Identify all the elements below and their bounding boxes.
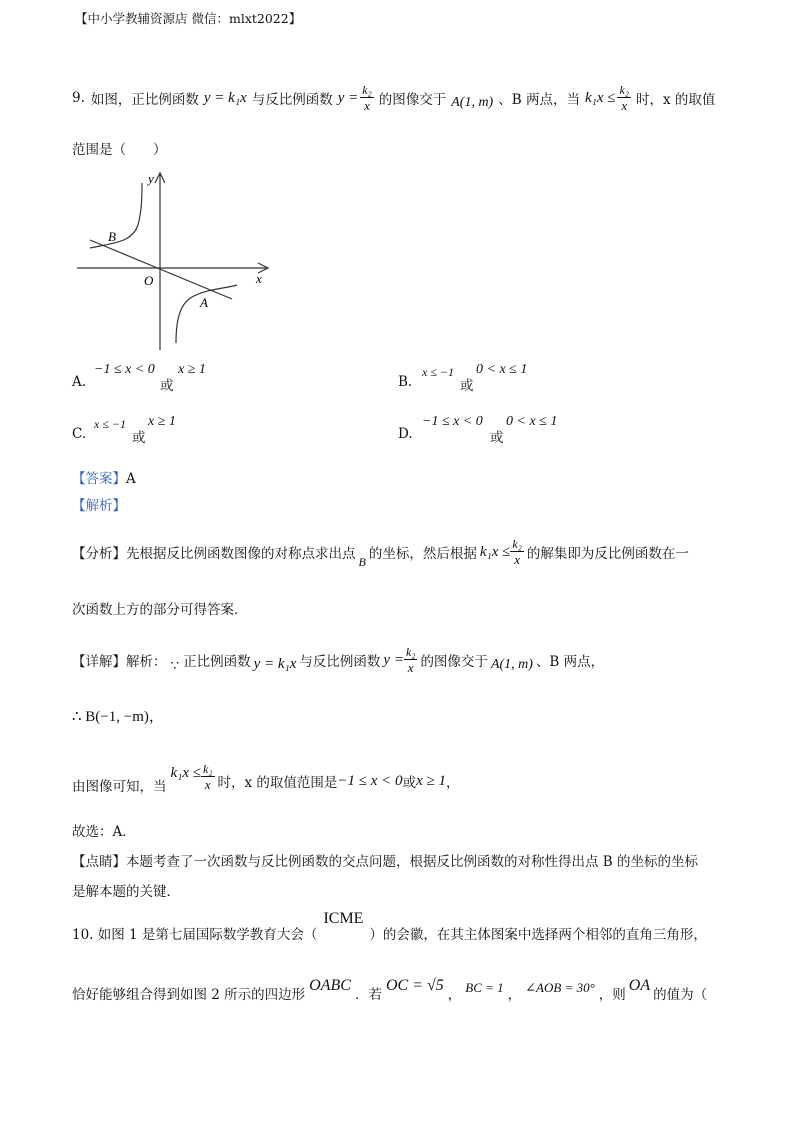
inequality-lhs: k₁x ≤	[584, 89, 616, 106]
inverse-function-lhs: y =	[337, 89, 359, 106]
conclusion-range-1: −1 ≤ x < 0	[337, 772, 403, 789]
question-9-stem	[72, 78, 715, 118]
quadrilateral-oabc: OABC	[309, 977, 351, 994]
angle-aob: ∠AOB = 30°	[525, 980, 595, 995]
option-c-math-1: x ≤ −1	[94, 417, 127, 431]
inverse-function-fraction: $\frac{\text{k₂}}{x}$	[362, 83, 372, 113]
conclusion-text: 由图像可知，当	[72, 779, 167, 795]
dianjing-tag: 【点睛】	[72, 854, 126, 870]
q10-text: 恰好能够组合得到如图 2 所示的四边形	[72, 987, 306, 1003]
fenxi-text: 的坐标，然后根据	[368, 546, 477, 562]
conclusion-or: 或	[402, 775, 417, 791]
x-axis-label: x	[256, 271, 262, 286]
therefore-line: ∴ B(−1, −m)，	[72, 709, 164, 725]
xiangjie-fraction: $\frac{\text{k₂}}{x}$	[405, 645, 416, 675]
fenxi-text: 先根据反比例函数图像的对称点求出点	[126, 546, 356, 562]
conclusion-fraction: $\frac{\text{k₂}}{x}$	[203, 762, 213, 792]
option-d[interactable]	[398, 412, 718, 446]
option-a-label: A.	[72, 374, 87, 390]
dianjing-line	[72, 850, 698, 870]
analysis-tag: 【解析】	[72, 498, 126, 514]
q10-text: 10. 如图 1 是第七届国际数学教育大会（	[72, 927, 318, 943]
option-d-math-1: −1 ≤ x < 0	[422, 414, 483, 429]
oc-value: OC = √5	[385, 977, 444, 994]
option-b-math-1: x ≤ −1	[422, 365, 455, 379]
option-c-math-2: x ≥ 1	[148, 414, 176, 429]
icme-label: ICME	[323, 910, 364, 927]
question-10-line-1	[72, 905, 707, 945]
point-a-label: A	[200, 295, 208, 310]
question-number: 9.	[72, 90, 85, 106]
function-graph	[72, 165, 282, 355]
option-b-label: B.	[398, 374, 413, 390]
option-b-math-2: 0 < x ≤ 1	[476, 362, 528, 377]
stem-text: 时，x 的取值	[635, 92, 716, 108]
oa-symbol: OA	[628, 977, 651, 994]
hyperbola-branch-left	[90, 183, 142, 248]
graph-conclusion-line	[72, 755, 459, 799]
question-10-line-2	[72, 968, 707, 1008]
point-a: A(1, m)	[451, 95, 494, 110]
xiangjie-text: 、B 两点，	[535, 654, 605, 670]
origin-label: O	[144, 273, 154, 288]
linear-function-expr: y = k₁x	[203, 89, 247, 106]
xiangjie-tag: 【详解】	[72, 654, 126, 670]
xiangjie-line	[72, 640, 604, 680]
fenxi-text: 的解集即为反比例函数在一	[526, 546, 689, 562]
answer-value: A	[126, 471, 136, 487]
stem-text: 如图，正比例函数	[90, 92, 199, 108]
option-c[interactable]	[72, 412, 372, 446]
option-c-label: C.	[72, 426, 87, 442]
conclusion-range-2: x ≥ 1	[416, 772, 446, 789]
fenxi-fraction: $\frac{\text{k₂}}{x}$	[512, 537, 522, 567]
option-b[interactable]	[398, 360, 698, 394]
stem-continuation: 范围是（ ）	[72, 142, 167, 158]
q10-text: ，	[507, 987, 522, 1003]
answer-tag: 【答案】	[72, 471, 126, 487]
choose-line: 故选：A．	[72, 824, 136, 840]
inequality-fraction: $\frac{\text{k₂}}{x}$	[619, 83, 629, 113]
xiangjie-inverse-lhs: y =	[383, 651, 404, 668]
fenxi-tag: 【分析】	[72, 546, 126, 562]
option-a-math-2: x ≥ 1	[178, 362, 206, 377]
xiangjie-text: 的图像交于	[420, 654, 488, 670]
q10-text: ，	[447, 987, 462, 1003]
q10-text: ．若	[354, 987, 382, 1003]
option-a[interactable]	[72, 360, 372, 394]
q10-text: ）的会徽，在其主体图案中选择两个相邻的直角三角形，	[369, 927, 707, 943]
option-a-math-1: −1 ≤ x < 0	[94, 362, 155, 377]
because-symbol: ∵	[170, 658, 180, 674]
option-d-or: 或	[490, 430, 504, 446]
xiangjie-linear-expr: y = k₁x	[253, 655, 297, 672]
option-b-or: 或	[460, 378, 474, 394]
xiangjie-text: 正比例函数	[183, 654, 251, 670]
dianjing-continuation: 是解本题的关键．	[72, 884, 180, 900]
stem-text: 、B 两点，当	[498, 92, 580, 108]
fenxi-inequality-lhs: k₁x ≤	[479, 543, 511, 560]
fenxi-line	[72, 532, 689, 572]
y-axis-label: y	[148, 171, 154, 186]
fenxi-point-b: B	[358, 554, 366, 569]
conclusion-inequality-lhs: k₁x ≤	[170, 764, 202, 781]
xiangjie-text: 与反比例函数	[299, 654, 381, 670]
dianjing-text: 本题考查了一次函数与反比例函数的交点问题，根据反比例函数的对称性得出点 B 的坐标的坐标	[126, 854, 699, 870]
option-c-or: 或	[132, 430, 146, 446]
point-b-label: B	[108, 229, 116, 244]
page-header: 【中小学教辅资源店 微信：mlxt2022】	[75, 11, 302, 26]
option-a-or: 或	[160, 378, 174, 394]
bc-value: BC = 1	[465, 980, 504, 995]
stem-text: 的图像交于	[378, 92, 447, 108]
option-d-label: D.	[398, 426, 413, 442]
q10-text: 的值为（	[653, 987, 708, 1003]
conclusion-text: 时，x 的取值范围是	[217, 775, 338, 791]
xiangjie-point-a: A(1, m)	[490, 657, 533, 672]
answer-line	[72, 467, 136, 487]
xiangjie-text: 解析：	[126, 654, 167, 670]
fenxi-continuation: 次函数上方的部分可得答案．	[72, 602, 248, 618]
stem-text: 与反比例函数	[251, 92, 333, 108]
conclusion-text: ，	[445, 775, 460, 791]
hyperbola-branch-right	[176, 285, 237, 343]
q10-text: ，则	[598, 987, 626, 1003]
option-d-math-2: 0 < x ≤ 1	[506, 414, 558, 429]
